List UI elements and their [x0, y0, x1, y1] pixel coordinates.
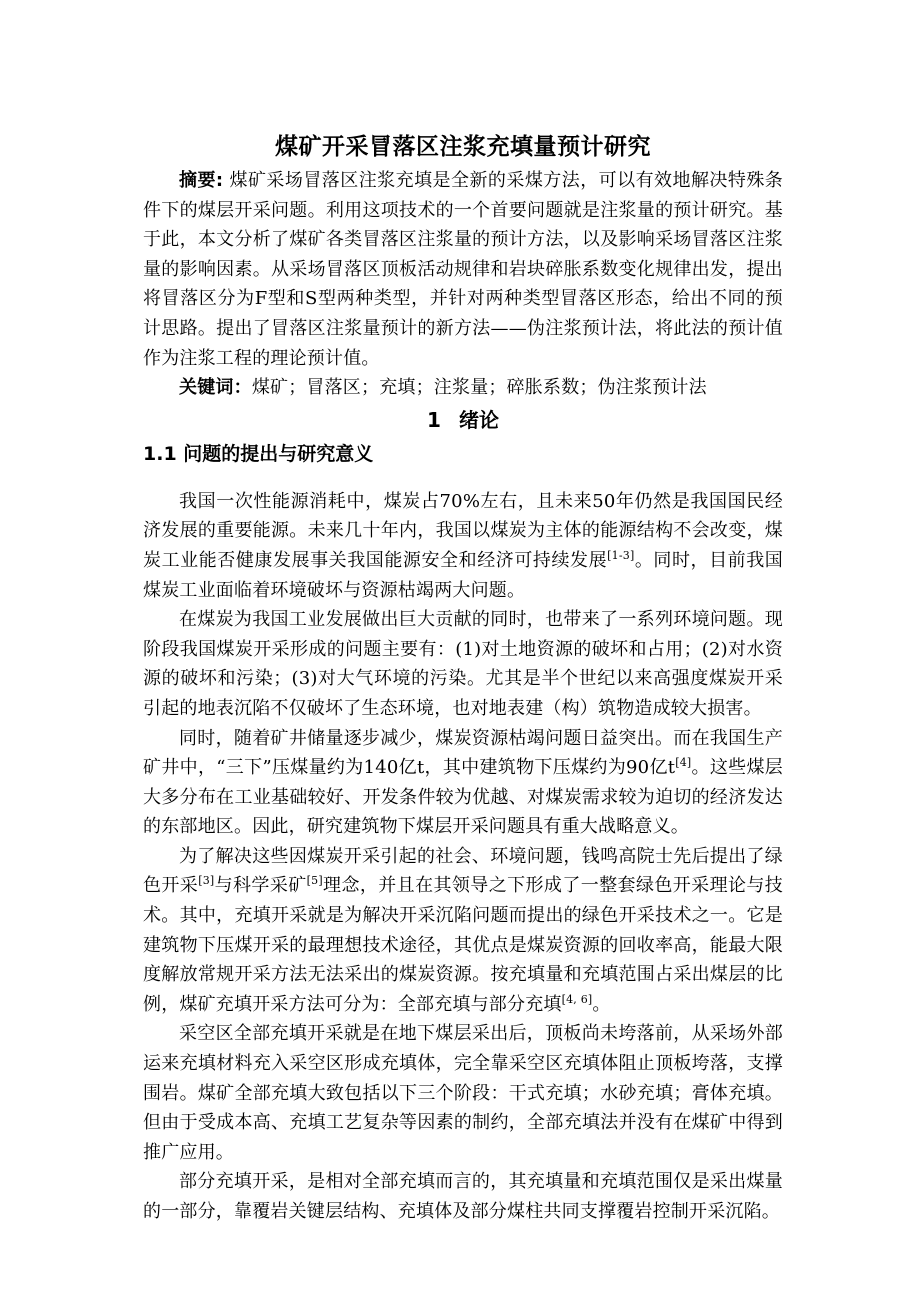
paragraph-text: 部分充填开采，是相对全部充填而言的，其充填量和充填范围仅是采出煤量的一部分，靠覆岩关键层结构、充填体及部分煤柱共同支撑覆岩控制开采沉陷。 — [143, 1171, 783, 1222]
citation: [1-3] — [607, 548, 635, 562]
paragraph-text: 。 — [592, 993, 611, 1015]
paragraph-2 — [143, 605, 783, 723]
chapter-title: 绪论 — [458, 407, 499, 432]
paragraph-6 — [143, 1167, 783, 1226]
section-heading: 1.1 问题的提出与研究意义 — [143, 442, 374, 465]
citation: [5] — [306, 874, 323, 888]
paragraph-text: 为了解决这些因煤炭开采引起的社会、环境问题，钱鸣高院士先后提出了绿色开采 — [143, 845, 783, 897]
keywords-text: 煤矿；冒落区；充填；注浆量；碎胀系数；伪注浆预计法 — [251, 377, 707, 399]
keywords-label: 关键词： — [179, 377, 252, 399]
paragraph-text: 在煤炭为我国工业发展做出巨大贡献的同时，也带来了一系列环境问题。现阶段我国煤炭开采形成的问题主要有：(1)对土地资源的破坏和占用；(2)对水资源的破坏和污染；(3)对大气环境的污染。尤其是半个世纪以来高强度煤炭开采引起的地表沉陷不仅破坏了生态环境，也对地表建（构）筑物造成较大损害。 — [143, 609, 783, 719]
paragraph-text: 与科学采矿 — [214, 875, 307, 897]
abstract — [143, 166, 783, 373]
paragraph-text: 采空区全部充填开采就是在地下煤层采出后，顶板尚未垮落前，从采场外部运来充填材料充入采空区形成充填体，完全靠采空区充填体阻止顶板垮落，支撑围岩。煤矿全部充填大致包括以下三个阶段：干式充填；水砂充填；膏体充填。但由于受成本高、充填工艺复杂等因素的制约，全部充填法并没有在煤矿中得到推广应用。 — [143, 1023, 783, 1163]
chapter-number: 1 — [427, 407, 441, 432]
document-title: 煤矿开采冒落区注浆充填量预计研究 — [275, 134, 651, 160]
paragraph-3 — [143, 724, 783, 842]
paragraph-text: 。同时，目前我国煤炭工业面临着环境破坏与资源枯竭两大问题。 — [143, 549, 783, 601]
citation: [3] — [198, 874, 215, 888]
paragraph-text: 同时，随着矿井储量逐步减少，煤炭资源枯竭问题日益突出。而在我国生产矿井中，“三下”压煤量约为140亿t，其中建筑物下压煤约为90亿t — [143, 727, 783, 779]
chapter-heading — [143, 405, 783, 435]
paragraph-1 — [143, 487, 783, 605]
citation: [4] — [675, 756, 692, 770]
paragraph-5 — [143, 1019, 783, 1167]
paragraph-text: 。这些煤层大多分布在工业基础较好、开发条件较为优越、对煤炭需求较为迫切的经济发达的东部地区。因此，研究建筑物下煤层开采问题具有重大战略意义。 — [143, 757, 784, 838]
paragraph-4 — [143, 842, 783, 1020]
abstract-text: 煤矿采场冒落区注浆充填是全新的采煤方法，可以有效地解决特殊条件下的煤层开采问题。利用这项技术的一个首要问题就是注浆量的预计研究。基于此，本文分析了煤矿各类冒落区注浆量的预计方法，以及影响采场冒落区注浆量的影响因素。从采场冒落区顶板活动规律和岩块碎胀系数变化规律出发，提出将冒落区分为F型和S型两种类型，并针对两种类型冒落区形态，给出不同的预计思路。提出了冒落区注浆量预计的新方法——伪注浆预计法，将此法的预计值作为注浆工程的理论预计值。 — [143, 170, 783, 369]
document-page — [143, 130, 783, 1227]
paragraph-text: 理念，并且在其领导之下形成了一整套绿色开采理论与技术。其中，充填开采就是为解决开采沉陷问题而提出的绿色开采技术之一。它是建筑物下压煤开采的最理想技术途径，其优点是煤炭资源的回收率高，能最大限度解放常规开采方法无法采出的煤炭资源。按充填量和充填范围占采出煤层的比例，煤矿充填开采方法可分为：全部充填与部分充填 — [143, 875, 783, 1015]
paragraph-text: 我国一次性能源消耗中，煤炭占70%左右，且未来50年仍然是我国国民经济发展的重要能源。未来几十年内，我国以煤炭为主体的能源结构不会改变，煤炭工业能否健康发展事关我国能源安全和经济可持续发展 — [143, 490, 783, 571]
citation: [4, 6] — [561, 992, 593, 1006]
abstract-label: 摘要: — [179, 170, 224, 191]
keywords — [143, 373, 783, 403]
